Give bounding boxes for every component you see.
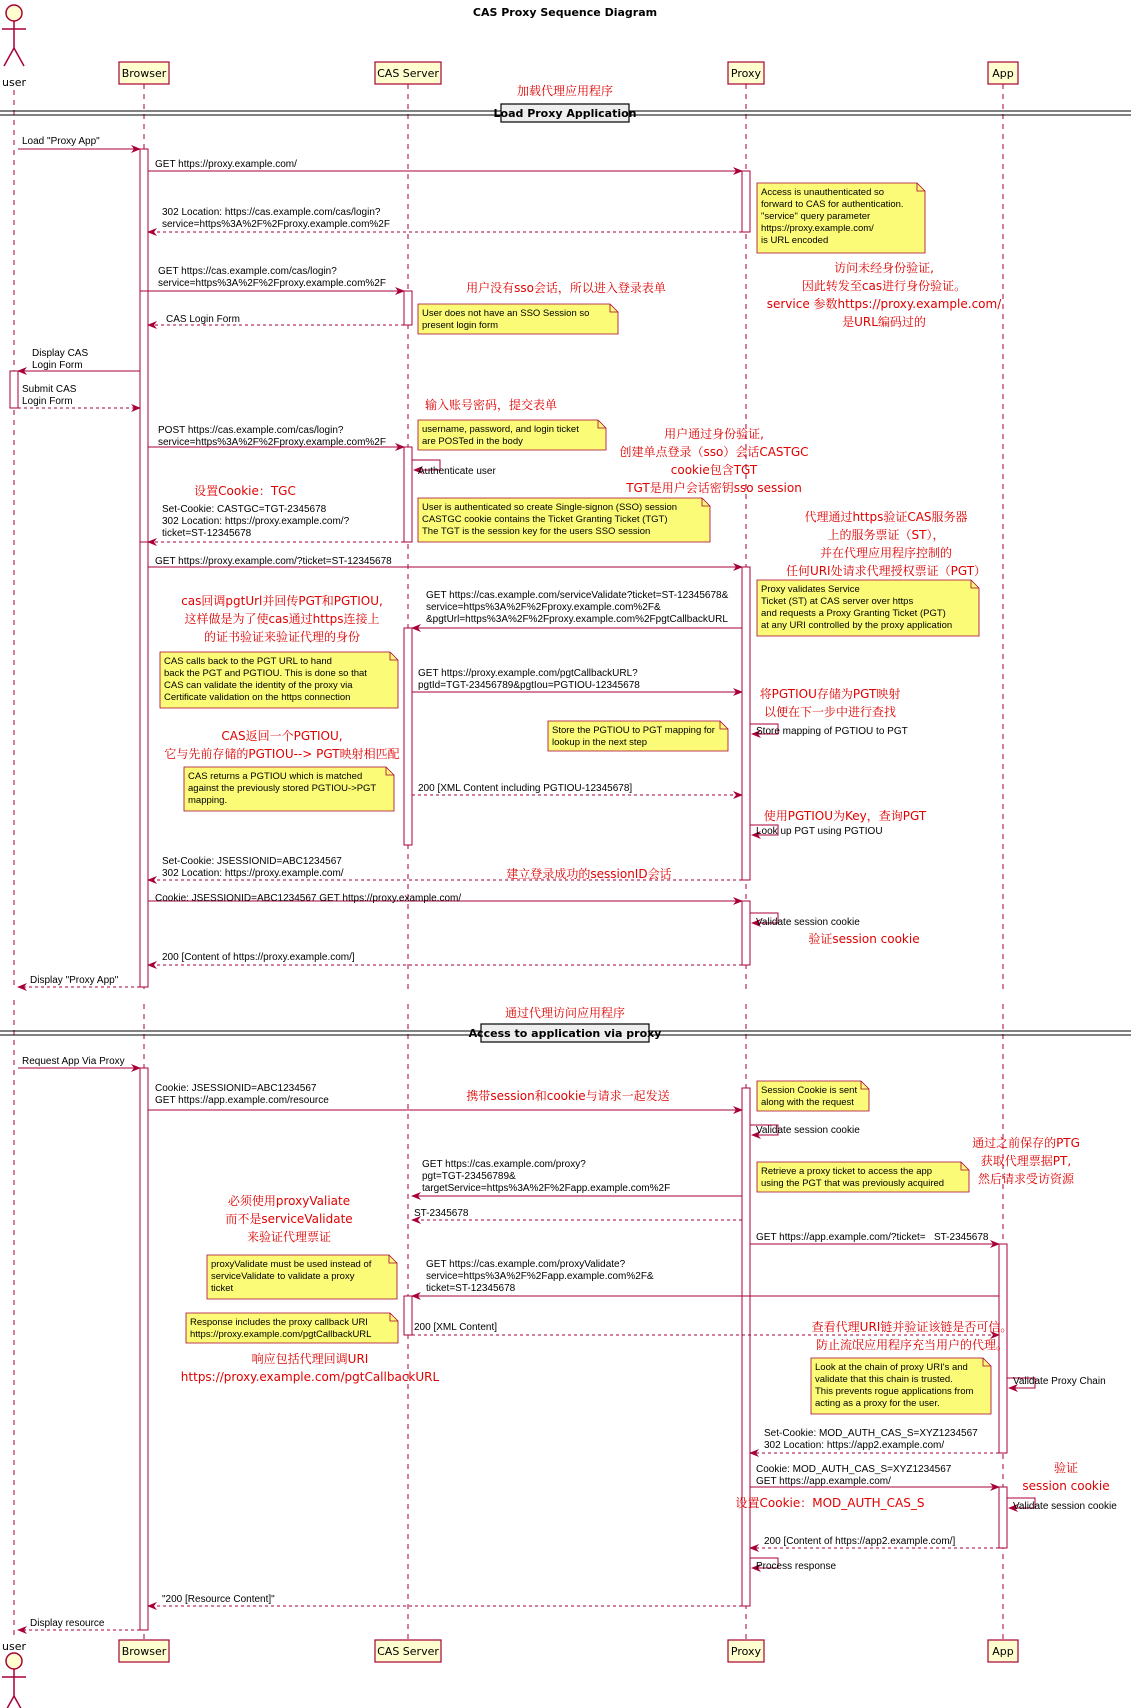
message-label: GET https://cas.example.com/proxyValidate? <box>426 1259 626 1270</box>
note-text: back the PGT and PGTIOU. This is done so that <box>164 668 367 679</box>
message-label: Set-Cookie: CASTGC=TGT-2345678 <box>162 504 327 515</box>
diagram-title: CAS Proxy Sequence Diagram <box>472 6 658 19</box>
annotation-text: cookie包含TGT <box>670 463 758 477</box>
activation-proxy <box>742 567 750 880</box>
message-label: Submit CAS <box>22 384 77 395</box>
annotation-text: 它与先前存储的PGTIOU--> PGT映射相匹配 <box>164 747 400 761</box>
note-text: is URL encoded <box>761 235 829 246</box>
message-label: GET https://cas.example.com/proxy? <box>422 1159 586 1170</box>
message-label: Display "Proxy App" <box>30 975 119 986</box>
activation-cas <box>404 447 412 542</box>
message-label: Request App Via Proxy <box>22 1056 125 1067</box>
separator-annotation: 通过代理访问应用程序 <box>504 1006 626 1020</box>
message-label: 200 [XML Content including PGTIOU-12345678] <box>418 783 633 794</box>
note-text: CAS calls back to the PGT URL to hand <box>164 656 332 667</box>
note-text: acting as a proxy for the user. <box>815 1398 940 1409</box>
note-text: CASTGC cookie contains the Ticket Granting Ticket (TGT) <box>422 514 668 525</box>
separator-annotation: 加载代理应用程序 <box>516 84 614 98</box>
message-label: ticket=ST-12345678 <box>426 1283 516 1294</box>
message-label: Process response <box>756 1561 837 1572</box>
note-text: Ticket (ST) at CAS server over https <box>761 596 914 607</box>
annotation-text: 验证session cookie <box>808 932 920 946</box>
message-label: Validate Proxy Chain <box>1013 1376 1106 1387</box>
annotation-text: 防止流氓应用程序充当用户的代理。 <box>815 1338 1009 1352</box>
note-text: and requests a Proxy Granting Ticket (PGT) <box>761 608 946 619</box>
note-text: validate that this chain is trusted. <box>815 1374 953 1385</box>
annotation-text: 访问未经身份验证, <box>834 261 934 275</box>
note-text: against the previously stored PGTIOU->PGT <box>188 783 377 794</box>
annotation-text: cas回调pgtUrl并回传PGT和PGTIOU, <box>181 594 383 608</box>
annotation-text: 必须使用proxyValiate <box>227 1194 351 1208</box>
message-label: "200 [Resource Content]" <box>162 1594 275 1605</box>
activation-proxy <box>742 901 750 965</box>
note-text: Certificate validation on the https connection <box>164 692 351 703</box>
note-text: along with the request <box>761 1097 854 1108</box>
activation-app <box>999 1487 1007 1548</box>
participant-label: Proxy <box>730 67 762 80</box>
note-text: User does not have an SSO Session so <box>422 308 590 319</box>
note-text: Access is unauthenticated so <box>761 187 885 198</box>
separator-label: Load Proxy Application <box>493 107 637 120</box>
note-text: The TGT is the session key for the users SSO session <box>422 526 651 537</box>
message-label: 302 Location: https://cas.example.com/cas/login? <box>162 207 381 218</box>
note-text: mapping. <box>188 795 228 806</box>
activation-user <box>10 371 18 408</box>
annotation-text: TGT是用户会话密钥sso session <box>626 481 802 495</box>
activation-proxy <box>742 171 750 232</box>
message-label-ticket: ST-2345678 <box>934 1232 989 1243</box>
note-text: https://proxy.example.com/pgtCallbackURL <box>190 1329 372 1340</box>
message-label: service=https%3A%2F%2Fproxy.example.com%2F <box>158 278 386 289</box>
message-label: Login Form <box>22 396 73 407</box>
note-text: serviceValidate to validate a proxy <box>211 1271 355 1282</box>
annotation-text: 响应包括代理回调URI <box>251 1352 369 1366</box>
note-text: "service" query parameter <box>761 211 871 222</box>
annotation-text: https://proxy.example.com/pgtCallbackURL <box>180 1370 440 1384</box>
annotation-text: 获取代理票据PT, <box>980 1154 1072 1168</box>
message-label: 302 Location: https://proxy.example.com/ <box>162 868 344 879</box>
note-text: CAS can validate the identity of the proxy via <box>164 680 353 691</box>
message-label: Look up PGT using PGTIOU <box>756 826 883 837</box>
annotation-text: 是URL编码过的 <box>842 315 926 329</box>
participant-label: Browser <box>121 1645 167 1658</box>
message-label: ticket=ST-12345678 <box>162 528 252 539</box>
message-label: Cookie: JSESSIONID=ABC1234567 <box>155 1083 317 1094</box>
annotation-text: 创建单点登录（sso）会话CASTGC <box>619 445 809 459</box>
activation-browser <box>140 291 148 542</box>
note-text: are POSTed in the body <box>422 436 523 447</box>
annotation-text: 查看代理URI链并验证该链是否可信。 <box>811 1320 1013 1334</box>
message-label: service=https%3A%2F%2Fproxy.example.com%2F& <box>426 602 661 613</box>
activation-cas <box>404 628 412 845</box>
note-text: Proxy validates Service <box>761 584 860 595</box>
annotation-text: 用户通过身份验证, <box>664 427 764 441</box>
message-label: Cookie: MOD_AUTH_CAS_S=XYZ1234567 <box>756 1464 952 1475</box>
annotation-text: CAS返回一个PGTIOU, <box>221 729 343 743</box>
annotation-text: service 参数https://proxy.example.com/ <box>766 297 1002 311</box>
note-text: This prevents rogue applications from <box>815 1386 974 1397</box>
participant-label: App <box>992 67 1014 80</box>
participant-label: CAS Server <box>377 67 439 80</box>
participant-label: Browser <box>121 67 167 80</box>
message-label: 302 Location: https://app2.example.com/ <box>764 1440 945 1451</box>
message-label: Set-Cookie: JSESSIONID=ABC1234567 <box>162 856 342 867</box>
annotation-text: 将PGTIOU存储为PGT映射 <box>759 687 901 701</box>
note-text: Look at the chain of proxy URI's and <box>815 1362 968 1373</box>
annotation-text: session cookie <box>1022 1479 1110 1493</box>
activation-browser <box>140 1068 148 1630</box>
actor-top-user <box>2 5 26 66</box>
note-text: ticket <box>211 1283 234 1294</box>
annotation-text: 这样做是为了使cas通过https连接上 <box>184 612 380 626</box>
annotation-text: 因此转发至cas进行身份验证。 <box>801 279 967 293</box>
message-label: Set-Cookie: MOD_AUTH_CAS_S=XYZ1234567 <box>764 1428 978 1439</box>
message-label: pgtId=TGT-23456789&pgtIou=PGTIOU-12345678 <box>418 680 640 691</box>
annotation-text: 输入账号密码，提交表单 <box>424 398 558 412</box>
note-text: proxyValidate must be used instead of <box>211 1259 372 1270</box>
message-label: pgt=TGT-23456789& <box>422 1171 516 1182</box>
message-label: 302 Location: https://proxy.example.com/? <box>162 516 350 527</box>
note-text: Response includes the proxy callback URI <box>190 1317 368 1328</box>
message-label: &pgtUrl=https%3A%2F%2Fproxy.example.com%2FpgtCallbackURL <box>426 614 728 625</box>
annotation-text: 任何URI处请求代理授权票证（PGT） <box>785 564 987 578</box>
message-label: Cookie: JSESSIONID=ABC1234567 GET https://proxy.example.com/ <box>155 893 462 904</box>
message-label: 200 [Content of https://proxy.example.com/] <box>162 952 355 963</box>
message-label: targetService=https%3A%2F%2Fapp.example.com%2F <box>422 1183 671 1194</box>
message-label: Validate session cookie <box>756 1125 860 1136</box>
activation-browser <box>140 149 148 987</box>
participant-label: Proxy <box>730 1645 762 1658</box>
message-label: ST-2345678 <box>414 1208 469 1219</box>
participant-label: user <box>2 1640 26 1653</box>
note-text: Session Cookie is sent <box>761 1085 858 1096</box>
note-text: https://proxy.example.com/ <box>761 223 874 234</box>
annotation-text: 建立登录成功的sessionID会话 <box>506 867 672 881</box>
message-label: GET https://app.example.com/ <box>756 1476 891 1487</box>
message-label: GET https://proxy.example.com/?ticket=ST-12345678 <box>155 556 392 567</box>
message-label: 200 [XML Content] <box>414 1322 498 1333</box>
annotation-text: 代理通过https验证CAS服务器 <box>804 510 968 524</box>
message-label: CAS Login Form <box>166 314 240 325</box>
annotation-text: 携带session和cookie与请求一起发送 <box>466 1089 670 1103</box>
message-label: Validate session cookie <box>1013 1501 1117 1512</box>
message-label: POST https://cas.example.com/cas/login? <box>158 425 344 436</box>
message-label: GET https://proxy.example.com/ <box>155 159 297 170</box>
annotation-text: 的证书验证来验证代理的身份 <box>203 630 361 644</box>
message-label: Display resource <box>30 1618 105 1629</box>
message-label: Store mapping of PGTIOU to PGT <box>756 726 908 737</box>
message-label: GET https://proxy.example.com/pgtCallbackURL? <box>418 668 638 679</box>
activation-proxy <box>742 1088 750 1606</box>
note-text: username, password, and login ticket <box>422 424 579 435</box>
participant-label: user <box>2 76 26 89</box>
activation-cas <box>404 291 412 325</box>
message-label: Load "Proxy App" <box>22 136 100 147</box>
annotation-text: 上的服务票证（ST）， <box>827 528 945 542</box>
note-text: Retrieve a proxy ticket to access the app <box>761 1166 933 1177</box>
message-label: GET https://cas.example.com/cas/login? <box>158 266 337 277</box>
note-text: Store the PGTIOU to PGT mapping for <box>552 725 715 736</box>
annotation-text: 用户没有sso会话，所以进入登录表单 <box>466 281 666 295</box>
message-label: service=https%3A%2F%2Fproxy.example.com%2F <box>162 219 390 230</box>
annotation-text: 验证 <box>1053 1461 1079 1475</box>
note-text: present login form <box>422 320 499 331</box>
annotation-text: 设置Cookie：TGC <box>194 484 296 498</box>
message-label: GET https://app.example.com/?ticket= <box>756 1232 926 1243</box>
note-text: User is authenticated so create Single-signon (SSO) session <box>422 502 678 513</box>
actor-bottom-user <box>2 1653 26 1708</box>
note-text: lookup in the next step <box>552 737 648 748</box>
annotation-text: 设置Cookie：MOD_AUTH_CAS_S <box>735 1496 925 1510</box>
message-label: Validate session cookie <box>756 917 860 928</box>
message-label: GET https://app.example.com/resource <box>155 1095 329 1106</box>
annotation-text: 并在代理应用程序控制的 <box>819 546 953 560</box>
separator-label: Access to application via proxy <box>468 1027 662 1040</box>
note-text: forward to CAS for authentication. <box>761 199 904 210</box>
message-label: service=https%3A%2F%2Fproxy.example.com%2F <box>158 437 386 448</box>
annotation-text: 通过之前保存的PTG <box>972 1136 1080 1150</box>
annotation-text: 使用PGTIOU为Key，查询PGT <box>763 809 927 823</box>
message-label: Display CAS <box>32 348 89 359</box>
annotation-text: 然后请求受访资源 <box>977 1172 1075 1186</box>
note-text: CAS returns a PGTIOU which is matched <box>188 771 363 782</box>
annotation-text: 而不是serviceValidate <box>225 1212 353 1226</box>
message-label: Authenticate user <box>418 466 496 477</box>
message-label: GET https://cas.example.com/serviceValidate?ticket=ST-12345678& <box>426 590 729 601</box>
message-label: 200 [Content of https://app2.example.com/] <box>764 1536 956 1547</box>
annotation-text: 来验证代理票证 <box>246 1230 332 1244</box>
participant-label: CAS Server <box>377 1645 439 1658</box>
note-text: at any URI controlled by the proxy application <box>761 620 953 631</box>
message-label: service=https%3A%2F%2Fapp.example.com%2F& <box>426 1271 654 1282</box>
annotation-text: 以便在下一步中进行查找 <box>763 705 897 719</box>
message-label: Login Form <box>32 360 83 371</box>
participant-label: App <box>992 1645 1014 1658</box>
activation-cas <box>404 1296 412 1335</box>
note-text: using the PGT that was previously acquired <box>761 1178 945 1189</box>
